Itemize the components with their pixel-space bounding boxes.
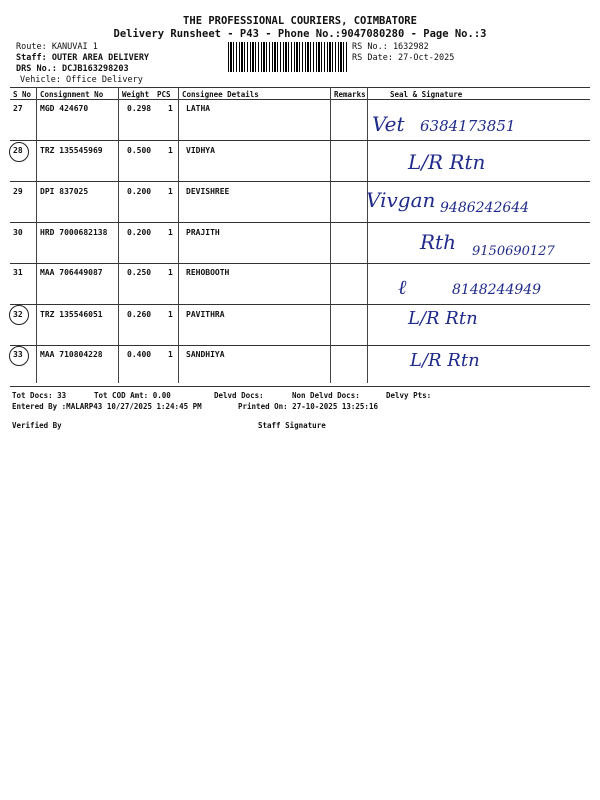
non-delivered-docs: Non Delvd Docs: [292,391,360,400]
barcode [228,42,348,72]
col-remarks: Remarks [334,90,366,99]
row-weight: 0.500 [127,146,152,155]
row-sno: 32 [13,310,23,319]
row-sno: 33 [13,350,23,359]
drs-number: DRS No.: DCJB163298203 [16,64,129,74]
row-sno: 30 [13,228,23,237]
row-consignee: VIDHYA [186,146,215,155]
row-pcs: 1 [168,350,173,359]
row-weight: 0.250 [127,268,152,277]
total-cod: Tot COD Amt: 0.00 [94,391,171,400]
delivered-docs: Delvd Docs: [214,391,264,400]
handwritten-note: 9150690127 [472,244,555,259]
handwritten-note: 9486242644 [440,200,530,216]
handwritten-note: L/R Rtn [410,350,480,371]
handwritten-note: 8148244949 [452,282,542,298]
route-label: Route: KANUVAI 1 [16,42,98,52]
handwritten-note: 6384173851 [420,117,516,135]
row-weight: 0.298 [127,104,152,113]
row-sno: 27 [13,104,23,113]
row-weight: 0.400 [127,350,152,359]
row-pcs: 1 [168,146,173,155]
col-consignment: Consignment No [40,90,104,99]
row-consignee: DEVISHREE [186,187,230,196]
col-weight: Weight [122,90,150,99]
row-weight: 0.200 [127,228,152,237]
row-consignment: TRZ 135545969 [40,146,103,155]
handwritten-note: L/R Rtn [408,150,486,174]
runsheet-title: Delivery Runsheet - P43 - Phone No.:9047080280 - Page No.:3 [113,28,487,40]
row-consignee: LATHA [186,104,211,113]
total-docs: Tot Docs: 33 [12,391,67,400]
col-sno: S No [13,90,32,99]
row-consignment: MAA 706449087 [40,268,103,277]
col-consignee: Consignee Details [182,90,259,99]
row-sno: 29 [13,187,23,196]
row-consignee: REHOBOOTH [186,268,230,277]
row-consignment: MAA 710804228 [40,350,103,359]
delivery-points: Delvy Pts: [386,391,432,400]
rs-number: RS No.: 1632982 [352,42,429,52]
row-pcs: 1 [168,187,173,196]
row-consignee: PRAJITH [186,228,220,237]
staff-signature: Staff Signature [258,421,326,430]
col-seal-signature: Seal & Signature [390,90,463,99]
row-pcs: 1 [168,228,173,237]
row-consignment: MGD 424670 [40,104,89,113]
row-consignment: DPI 837025 [40,187,89,196]
row-consignee: SANDHIYA [186,350,225,359]
rs-date: RS Date: 27-Oct-2025 [352,53,455,63]
row-pcs: 1 [168,104,173,113]
row-consignee: PAVITHRA [186,310,225,319]
row-pcs: 1 [168,268,173,277]
row-consignment: HRD 7000682138 [40,228,108,237]
row-weight: 0.260 [127,310,152,319]
staff-label: Staff: OUTER AREA DELIVERY [16,53,150,63]
verified-by: Verified By [12,421,62,430]
row-weight: 0.200 [127,187,152,196]
handwritten-note: L/R Rtn [408,308,478,329]
company-title: THE PROFESSIONAL COURIERS, COIMBATORE [183,15,417,27]
row-consignment: TRZ 135546051 [40,310,103,319]
row-sno: 31 [13,268,23,277]
row-sno: 28 [13,146,23,155]
vehicle-label: Vehicle: Office Delivery [20,75,143,85]
row-pcs: 1 [168,310,173,319]
printed-on: Printed On: 27-10-2025 13:25:16 [238,402,378,411]
entered-by: Entered By :MALARP43 10/27/2025 1:24:45 PM [12,402,202,411]
col-pcs: PCS [157,90,171,99]
